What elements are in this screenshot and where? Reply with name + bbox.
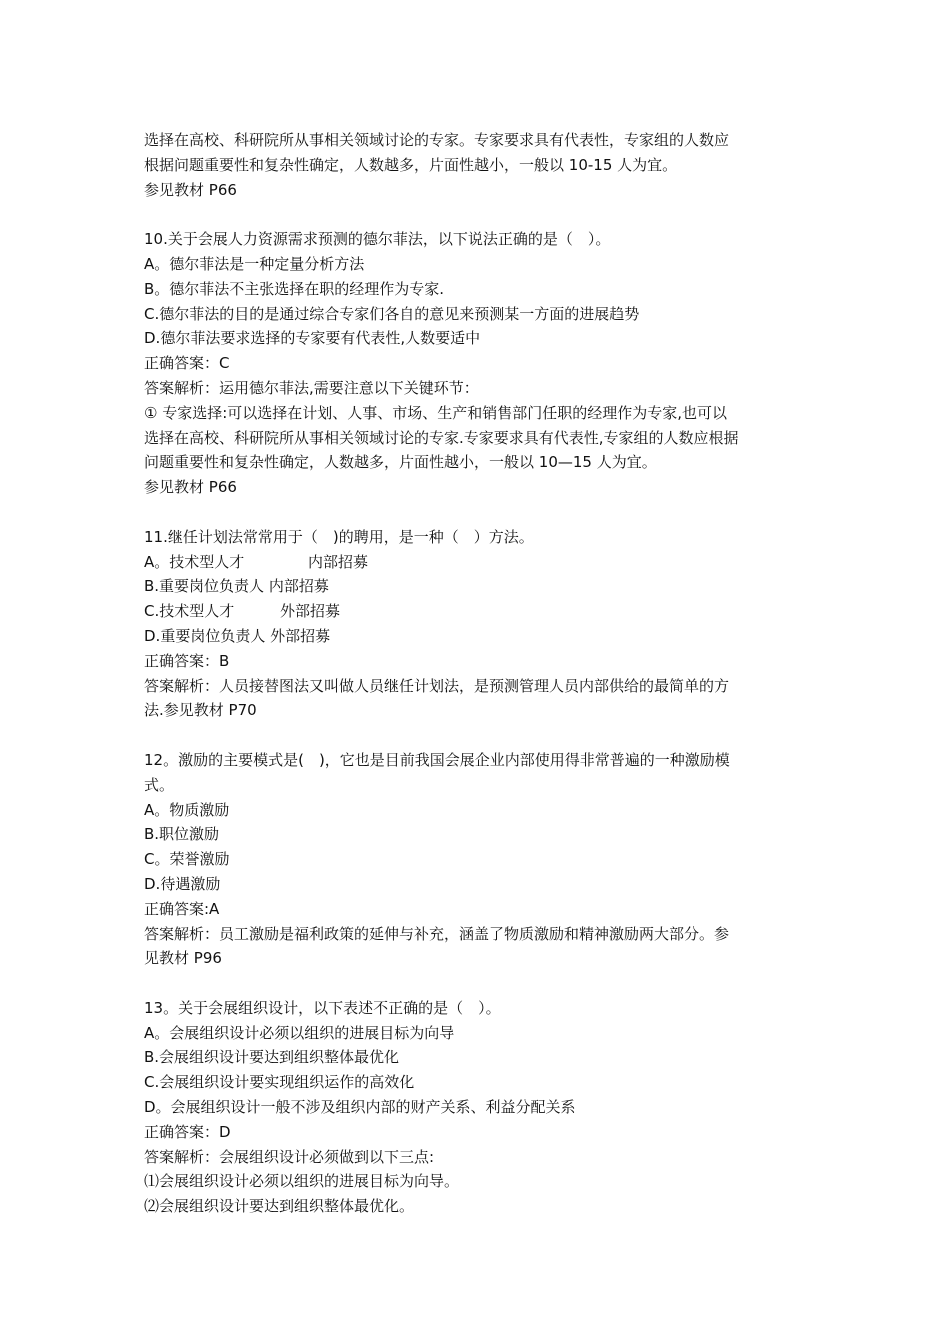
spacer	[144, 500, 814, 525]
option-b: B.会展组织设计要达到组织整体最优化	[144, 1048, 400, 1067]
answer-analysis: 法.参见教材 P70	[144, 701, 257, 720]
answer-analysis: 参见教材 P66	[144, 478, 237, 497]
document-body	[144, 128, 814, 1219]
question-11	[144, 525, 814, 723]
option-c	[144, 599, 814, 624]
option-a	[144, 550, 814, 575]
option-a: A。物质激励	[144, 800, 230, 819]
question-12	[144, 748, 814, 971]
question-stem: 13。关于会展组织设计，以下表述不正确的是（ ）。	[144, 998, 501, 1017]
option-b	[144, 574, 814, 599]
answer-analysis: 问题重要性和复杂性确定，人数越多，片面性越小，一般以 10—15 人为宜。	[144, 453, 657, 472]
option-text: C.技术型人才	[144, 602, 235, 621]
spacer	[144, 723, 814, 748]
text-line: 选择在高校、科研院所从事相关领域讨论的专家。专家要求具有代表性，专家组的人数应	[144, 131, 730, 149]
spacer	[144, 202, 814, 227]
option-d: D.待遇激励	[144, 874, 221, 893]
correct-answer: 正确答案:A	[144, 899, 220, 918]
answer-analysis: ⑴会展组织设计必须以组织的进展目标为向导。	[144, 1172, 460, 1191]
question-stem: 12。激励的主要模式是( )，它也是目前我国会展企业内部使用得非常普遍的一种激励模	[144, 750, 730, 769]
option-d	[144, 624, 814, 649]
intro-paragraph	[144, 128, 814, 202]
answer-analysis: 答案解析：运用德尔菲法,需要注意以下关键环节：	[144, 378, 479, 397]
option-b: B。德尔菲法不主张选择在职的经理作为专家.	[144, 279, 445, 298]
option-a: A。德尔菲法是一种定量分析方法	[144, 254, 365, 273]
option-text: 内部招募	[268, 577, 329, 596]
option-b: B.职位激励	[144, 825, 220, 844]
option-text: 内部招募	[308, 552, 369, 571]
option-d: D。会展组织设计一般不涉及组织内部的财产关系、利益分配关系	[144, 1098, 576, 1117]
answer-analysis: 答案解析：人员接替图法又叫做人员继任计划法，是预测管理人员内部供给的最简单的方	[144, 676, 730, 695]
option-text: A。技术型人才	[144, 552, 245, 571]
correct-answer: 正确答案：B	[144, 651, 230, 670]
option-text: B.重要岗位负责人	[144, 577, 265, 596]
answer-analysis: ⑵会展组织设计要达到组织整体最优化。	[144, 1197, 415, 1216]
option-c: C.会展组织设计要实现组织运作的高效化	[144, 1073, 415, 1092]
option-text: D.重要岗位负责人	[144, 626, 266, 645]
text-line: 参见教材 P66	[144, 180, 237, 199]
text-line: 根据问题重要性和复杂性确定，人数越多，片面性越小，一般以 10-15 人为宜。	[144, 155, 678, 174]
option-text: 外部招募	[280, 602, 341, 621]
answer-analysis: 答案解析：会展组织设计必须做到以下三点:	[144, 1147, 435, 1166]
answer-analysis: 见教材 P96	[144, 949, 222, 968]
question-stem: 11.继任计划法常常用于（ )的聘用，是一种（ ）方法。	[144, 527, 534, 546]
answer-analysis: ① 专家选择:可以选择在计划、人事、市场、生产和销售部门任职的经理作为专家,也可以	[144, 403, 728, 422]
spacer	[144, 971, 814, 996]
option-d: D.德尔菲法要求选择的专家要有代表性,人数要适中	[144, 329, 481, 348]
option-c: C.德尔菲法的目的是通过综合专家们各自的意见来预测某一方面的进展趋势	[144, 304, 640, 323]
question-13	[144, 996, 814, 1219]
correct-answer: 正确答案：D	[144, 1122, 231, 1141]
option-a: A。会展组织设计必须以组织的进展目标为向导	[144, 1023, 455, 1042]
question-10	[144, 227, 814, 500]
question-stem: 式。	[144, 775, 175, 794]
question-stem: 10.关于会展人力资源需求预测的德尔菲法，以下说法正确的是（ ）。	[144, 230, 611, 249]
option-c: C。荣誉激励	[144, 850, 230, 869]
option-text: 外部招募	[270, 626, 331, 645]
correct-answer: 正确答案：C	[144, 354, 230, 373]
answer-analysis: 答案解析：员工激励是福利政策的延伸与补充，涵盖了物质激励和精神激励两大部分。参	[144, 924, 730, 943]
answer-analysis: 选择在高校、科研院所从事相关领域讨论的专家.专家要求具有代表性,专家组的人数应根据	[144, 428, 739, 447]
